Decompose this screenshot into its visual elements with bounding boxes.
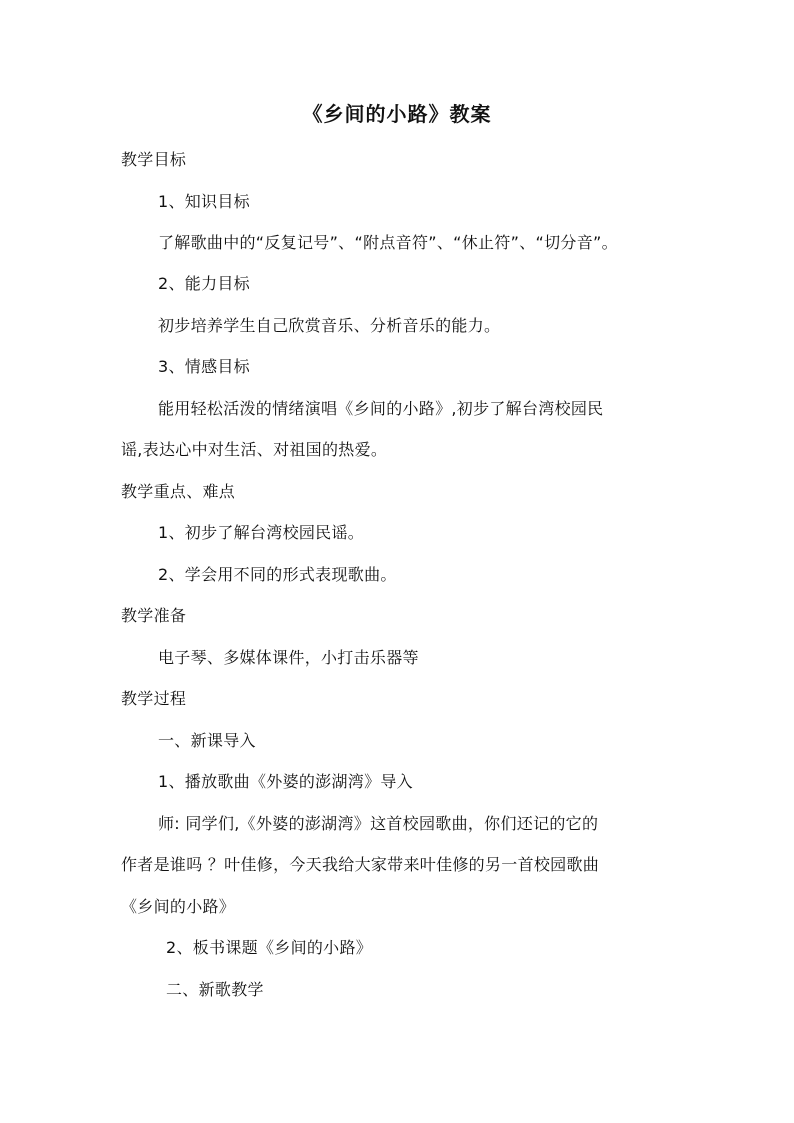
section-heading-preparation: 教学准备: [121, 606, 187, 625]
subheading-introduction: 一、新课导入: [158, 731, 256, 750]
subheading-knowledge-objective: 1、知识目标: [158, 192, 250, 211]
section-heading-objectives: 教学目标: [121, 150, 187, 169]
key-point-1: 1、初步了解台湾校园民谣。: [158, 523, 365, 542]
paragraph-emotion-objective-line-1: 能用轻松活泼的情绪演唱《乡间的小路》,初步了解台湾校园民: [158, 399, 604, 418]
step-board-title: 2、板书课题《乡间的小路》: [166, 938, 373, 957]
paragraph-ability-objective: 初步培养学生自己欣赏音乐、分析音乐的能力。: [158, 316, 501, 335]
section-heading-process: 教学过程: [121, 689, 187, 708]
key-point-2: 2、学会用不同的形式表现歌曲。: [158, 565, 397, 584]
step-play-song: 1、播放歌曲《外婆的澎湖湾》导入: [158, 772, 413, 791]
subheading-emotion-objective: 3、情感目标: [158, 357, 250, 376]
teacher-speech-line-1: 师: 同学们,《外婆的澎湖湾》这首校园歌曲，你们还记的它的: [158, 814, 599, 833]
teacher-speech-line-3: 《乡间的小路》: [121, 897, 236, 916]
paragraph-preparation: 电子琴、多媒体课件，小打击乐器等: [158, 648, 419, 667]
subheading-ability-objective: 2、能力目标: [158, 274, 250, 293]
paragraph-knowledge-objective: 了解歌曲中的“反复记号”、“附点音符”、“休止符”、“切分音”。: [158, 233, 618, 252]
section-heading-key-points: 教学重点、难点: [121, 482, 236, 501]
document-title: 《乡间的小路》教案: [302, 102, 492, 126]
paragraph-emotion-objective-line-2: 谣,表达心中对生活、对祖国的热爱。: [121, 440, 388, 459]
subheading-new-song-teaching: 二、新歌教学: [166, 980, 264, 999]
teacher-speech-line-2: 作者是谁吗 ？叶佳修，今天我给大家带来叶佳修的另一首校园歌曲: [121, 855, 600, 874]
